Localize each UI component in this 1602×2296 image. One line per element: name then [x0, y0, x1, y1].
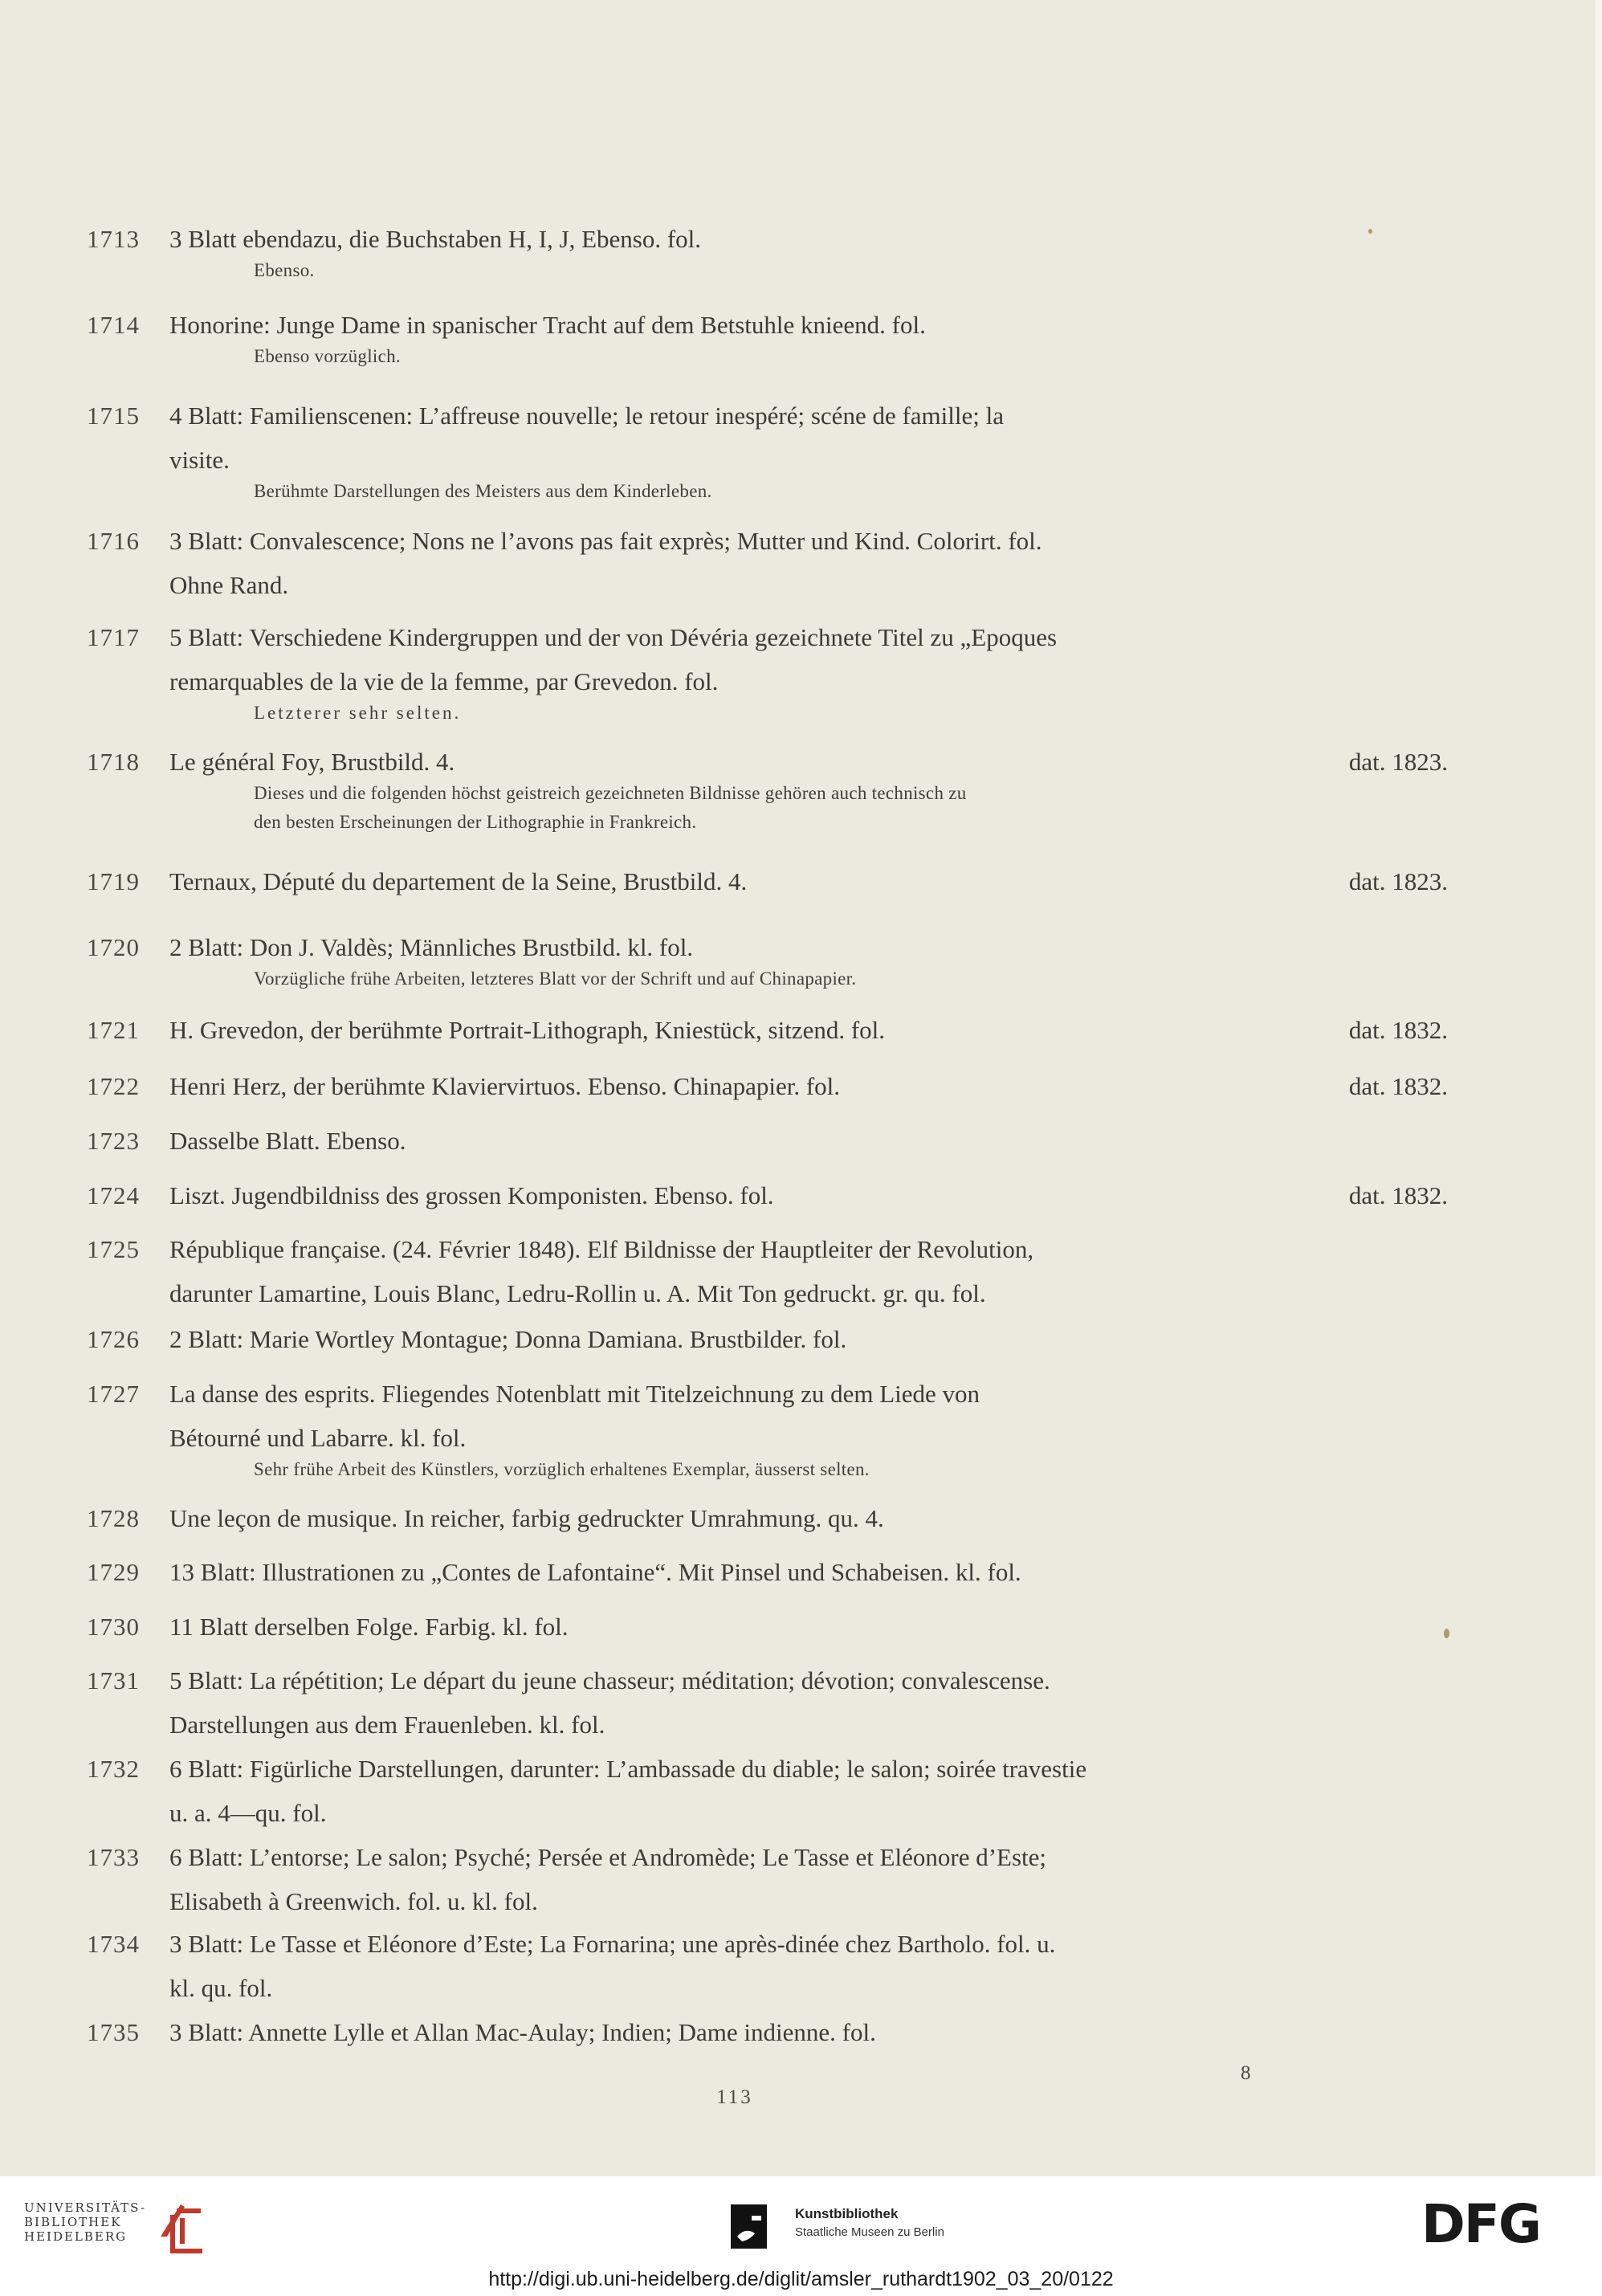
ub-heidelberg-logo[interactable] [24, 2200, 225, 2257]
entry-text-line: 6 Blatt: Figürliche Darstellungen, darunter: L’ambassade du diable; le salon; soirée travestie [169, 1755, 1087, 1783]
entry-number: 1730 [87, 1613, 140, 1641]
ub-heidelberg-mark-icon [153, 2200, 217, 2257]
entry-text-line: 2 Blatt: Marie Wortley Montague; Donna Damiana. Brustbilder. fol. [169, 1325, 847, 1353]
entry-number: 1723 [87, 1127, 140, 1155]
entry-number: 1713 [87, 225, 140, 253]
entry-date: dat. 1823. [1348, 867, 1448, 895]
entry-note: Vorzügliche frühe Arbeiten, letzteres Blatt vor der Schrift und auf Chinapapier. [254, 969, 857, 989]
entry-text-line: 5 Blatt: Verschiedene Kindergruppen und der von Dévéria gezeichnete Titel zu „Epoques [169, 623, 1058, 651]
entry-text-line: 3 Blatt: Annette Lylle et Allan Mac-Aulay; Indien; Dame indienne. fol. [169, 2018, 876, 2046]
entry-text-line: 3 Blatt: Convalescence; Nons ne l’avons pas fait exprès; Mutter und Kind. Colorirt. fol. [169, 527, 1042, 555]
entry-note: Sehr frühe Arbeit des Künstlers, vorzüglich erhaltenes Exemplar, äusserst selten. [254, 1459, 870, 1479]
entry-text-line: Une leçon de musique. In reicher, farbig gedruckter Umrahmung. qu. 4. [169, 1504, 884, 1532]
entry-text-line: H. Grevedon, der berühmte Portrait-Lithograph, Kniestück, sitzend. fol. [169, 1016, 886, 1044]
entry-number: 1733 [87, 1843, 140, 1871]
entry-text-line: Le général Foy, Brustbild. 4. [169, 748, 455, 776]
entry-number: 1724 [87, 1181, 140, 1209]
entry-text-line: Ternaux, Député du departement de la Seine, Brustbild. 4. [169, 867, 748, 895]
entry-text-line: 6 Blatt: L’entorse; Le salon; Psyché; Persée et Andromède; Le Tasse et Eléonore d’Este; [169, 1843, 1047, 1871]
entry-text-line: Dasselbe Blatt. Ebenso. [169, 1127, 406, 1155]
ub-heidelberg-text: UNIVERSITÄTS- BIBLIOTHEK HEIDELBERG [24, 2200, 147, 2244]
entry-number: 1727 [87, 1380, 140, 1408]
entry-text-line: Honorine: Junge Dame in spanischer Tracht auf dem Betstuhle knieend. fol. [169, 311, 926, 339]
entry-text-line: 3 Blatt: Le Tasse et Eléonore d’Este; La Fornarina; une après-dinée chez Bartholo. fol. u. [169, 1930, 1056, 1958]
entry-note: Berühmte Darstellungen des Meisters aus dem Kinderleben. [254, 481, 712, 501]
entry-text-line: kl. qu. fol. [169, 1974, 273, 2002]
entry-text-line: Darstellungen aus dem Frauenleben. kl. fol. [169, 1711, 605, 1739]
entry-text-line: visite. [169, 446, 230, 474]
entry-number: 1714 [87, 311, 140, 339]
entry-note: den besten Erscheinungen der Lithographie in Frankreich. [254, 812, 697, 832]
entry-text-line: 2 Blatt: Don J. Valdès; Männliches Brustbild. kl. fol. [169, 933, 694, 961]
entry-number: 1726 [87, 1325, 140, 1353]
kunstbibliothek-mark-icon [731, 2204, 767, 2249]
entry-text-line: 4 Blatt: Familienscenen: L’affreuse nouvelle; le retour inespéré; scéne de famille; la [169, 402, 1004, 430]
entry-note: Ebenso. [254, 260, 315, 280]
entry-date: dat. 1832. [1348, 1016, 1448, 1044]
entry-number: 1735 [87, 2018, 140, 2046]
paper-fleck [1368, 229, 1372, 234]
entry-text-line: 11 Blatt derselben Folge. Farbig. kl. fol. [169, 1613, 569, 1641]
entry-text-line: Ohne Rand. [169, 571, 289, 599]
kunstbibliothek-subtitle: Staatliche Museen zu Berlin [795, 2225, 944, 2239]
kunstbibliothek-logo[interactable] [731, 2204, 972, 2253]
entry-note: Ebenso vorzüglich. [254, 346, 401, 366]
entry-date: dat. 1832. [1348, 1181, 1448, 1209]
entry-text-line: remarquables de la vie de la femme, par Grevedon. fol. [169, 667, 719, 695]
entry-number: 1722 [87, 1072, 140, 1100]
entry-number: 1731 [87, 1666, 140, 1694]
entry-date: dat. 1823. [1348, 748, 1448, 776]
entry-text-line: 5 Blatt: La répétition; Le départ du jeune chasseur; méditation; dévotion; convalescense. [169, 1666, 1050, 1694]
entry-text-line: Henri Herz, der berühmte Klaviervirtuos. Ebenso. Chinapapier. fol. [169, 1072, 841, 1100]
entry-number: 1715 [87, 402, 140, 430]
entry-number: 1719 [87, 867, 140, 895]
entry-text-line: 13 Blatt: Illustrationen zu „Contes de Lafontaine“. Mit Pinsel und Schabeisen. kl. fol. [169, 1558, 1021, 1586]
entry-number: 1728 [87, 1504, 140, 1532]
entry-number: 1729 [87, 1558, 140, 1586]
entry-note: Letzterer sehr selten. [254, 703, 462, 723]
entry-number: 1716 [87, 527, 140, 555]
footer-bar [0, 2176, 1602, 2263]
kunstbibliothek-name: Kunstbibliothek [795, 2206, 899, 2221]
dfg-logo[interactable]: DFG [1421, 2193, 1541, 2255]
entry-text-line: darunter Lamartine, Louis Blanc, Ledru-Rollin u. A. Mit Ton gedruckt. gr. qu. fol. [169, 1279, 986, 1307]
entry-text-line: Elisabeth à Greenwich. fol. u. kl. fol. [169, 1887, 538, 1915]
entry-text-line: Liszt. Jugendbildniss des grossen Komponisten. Ebenso. fol. [169, 1181, 774, 1209]
page-number: 113 [716, 2086, 753, 2108]
entry-date: dat. 1832. [1348, 1072, 1448, 1100]
entry-text-line: République française. (24. Février 1848). Elf Bildnisse der Hauptleiter der Revolution, [169, 1235, 1034, 1263]
entry-text-line: Bétourné und Labarre. kl. fol. [169, 1424, 467, 1452]
entry-number: 1725 [87, 1235, 140, 1263]
signature-mark: 8 [1241, 2062, 1251, 2084]
entry-number: 1720 [87, 933, 140, 961]
entry-note: Dieses und die folgenden höchst geistreich gezeichneten Bildnisse gehören auch technisch zu [254, 783, 967, 803]
entry-text-line: La danse des esprits. Fliegendes Notenblatt mit Titelzeichnung zu dem Liede von [169, 1380, 980, 1408]
entry-number: 1732 [87, 1755, 140, 1783]
entry-number: 1717 [87, 623, 140, 651]
entry-number: 1721 [87, 1016, 140, 1044]
page-url[interactable]: http://digi.ub.uni-heidelberg.de/diglit/amsler_ruthardt1902_03_20/0122 [488, 2268, 1114, 2290]
paper-fleck [1444, 1629, 1449, 1638]
entry-text-line: 3 Blatt ebendazu, die Buchstaben H, I, J, Ebenso. fol. [169, 225, 702, 253]
entry-number: 1718 [87, 748, 140, 776]
entry-number: 1734 [87, 1930, 140, 1958]
entry-text-line: u. a. 4—qu. fol. [169, 1799, 327, 1827]
page-edge [1595, 0, 1602, 2176]
